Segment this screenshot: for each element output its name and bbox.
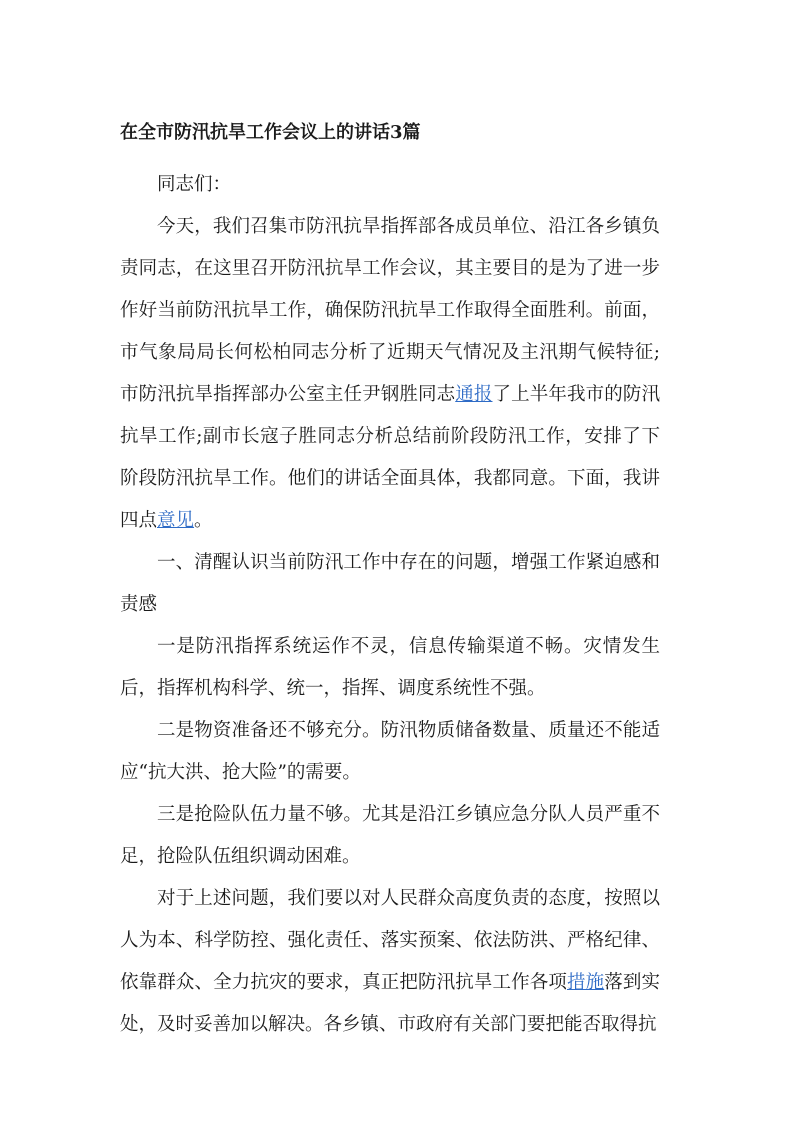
paragraph-solution-text-b: 落到实处，及时妥善加以解决。各乡镇、市政府有关部门要把能否取得抗 <box>120 972 660 1035</box>
paragraph-solution-text-a: 对于上述问题，我们要以对人民群众高度负责的态度，按照以人为本、科学防控、强化责任、落实预案、依法防洪、严格纪律、依靠群众、全力抗灾的要求，真正把防汛抗旱工作各项 <box>120 888 660 993</box>
paragraph-intro-text-c: 。 <box>194 510 213 531</box>
problem-item-1: 一是防汛指挥系统运作不灵，信息传输渠道不畅。灾情发生后，指挥机构科学、统一，指挥、调度系统性不强。 <box>120 636 660 699</box>
paragraph-solution <box>120 878 660 1046</box>
paragraph-intro <box>120 206 660 542</box>
link-cuoshi[interactable]: 措施 <box>566 972 605 993</box>
link-tongbao[interactable]: 通报 <box>455 384 493 405</box>
document-title: 在全市防汛抗旱工作会议上的讲话3篇 <box>120 122 421 143</box>
paragraph-intro-text-b: 了上半年我市的防汛抗旱工作;副市长寇子胜同志分析总结前阶段防汛工作，安排了下阶段防汛抗旱工作。他们的讲话全面具体，我都同意。下面，我讲四点 <box>120 384 660 531</box>
link-yijian[interactable]: 意见 <box>157 510 195 531</box>
problem-item-3: 三是抢险队伍力量不够。尤其是沿江乡镇应急分队人员严重不足，抢险队伍组织调动困难。 <box>120 804 660 867</box>
salutation: 同志们： <box>157 174 232 195</box>
document-body <box>120 164 660 1046</box>
problem-item-2: 二是物资准备还不够充分。防汛物质储备数量、质量还不能适应“抗大洪、抢大险”的需要。 <box>120 720 660 783</box>
paragraph-intro-text-a: 今天，我们召集市防汛抗旱指挥部各成员单位、沿江各乡镇负责同志，在这里召开防汛抗旱工作会议，其主要目的是为了进一步作好当前防汛抗旱工作，确保防汛抗旱工作取得全面胜利。前面，市气象局局长何松柏同志分析了近期天气情况及主汛期气候特征;市防汛抗旱指挥部办公室主任尹钢胜同志 <box>120 216 660 405</box>
section-heading-1: 一、清醒认识当前防汛工作中存在的问题，增强工作紧迫感和责感 <box>120 552 660 615</box>
